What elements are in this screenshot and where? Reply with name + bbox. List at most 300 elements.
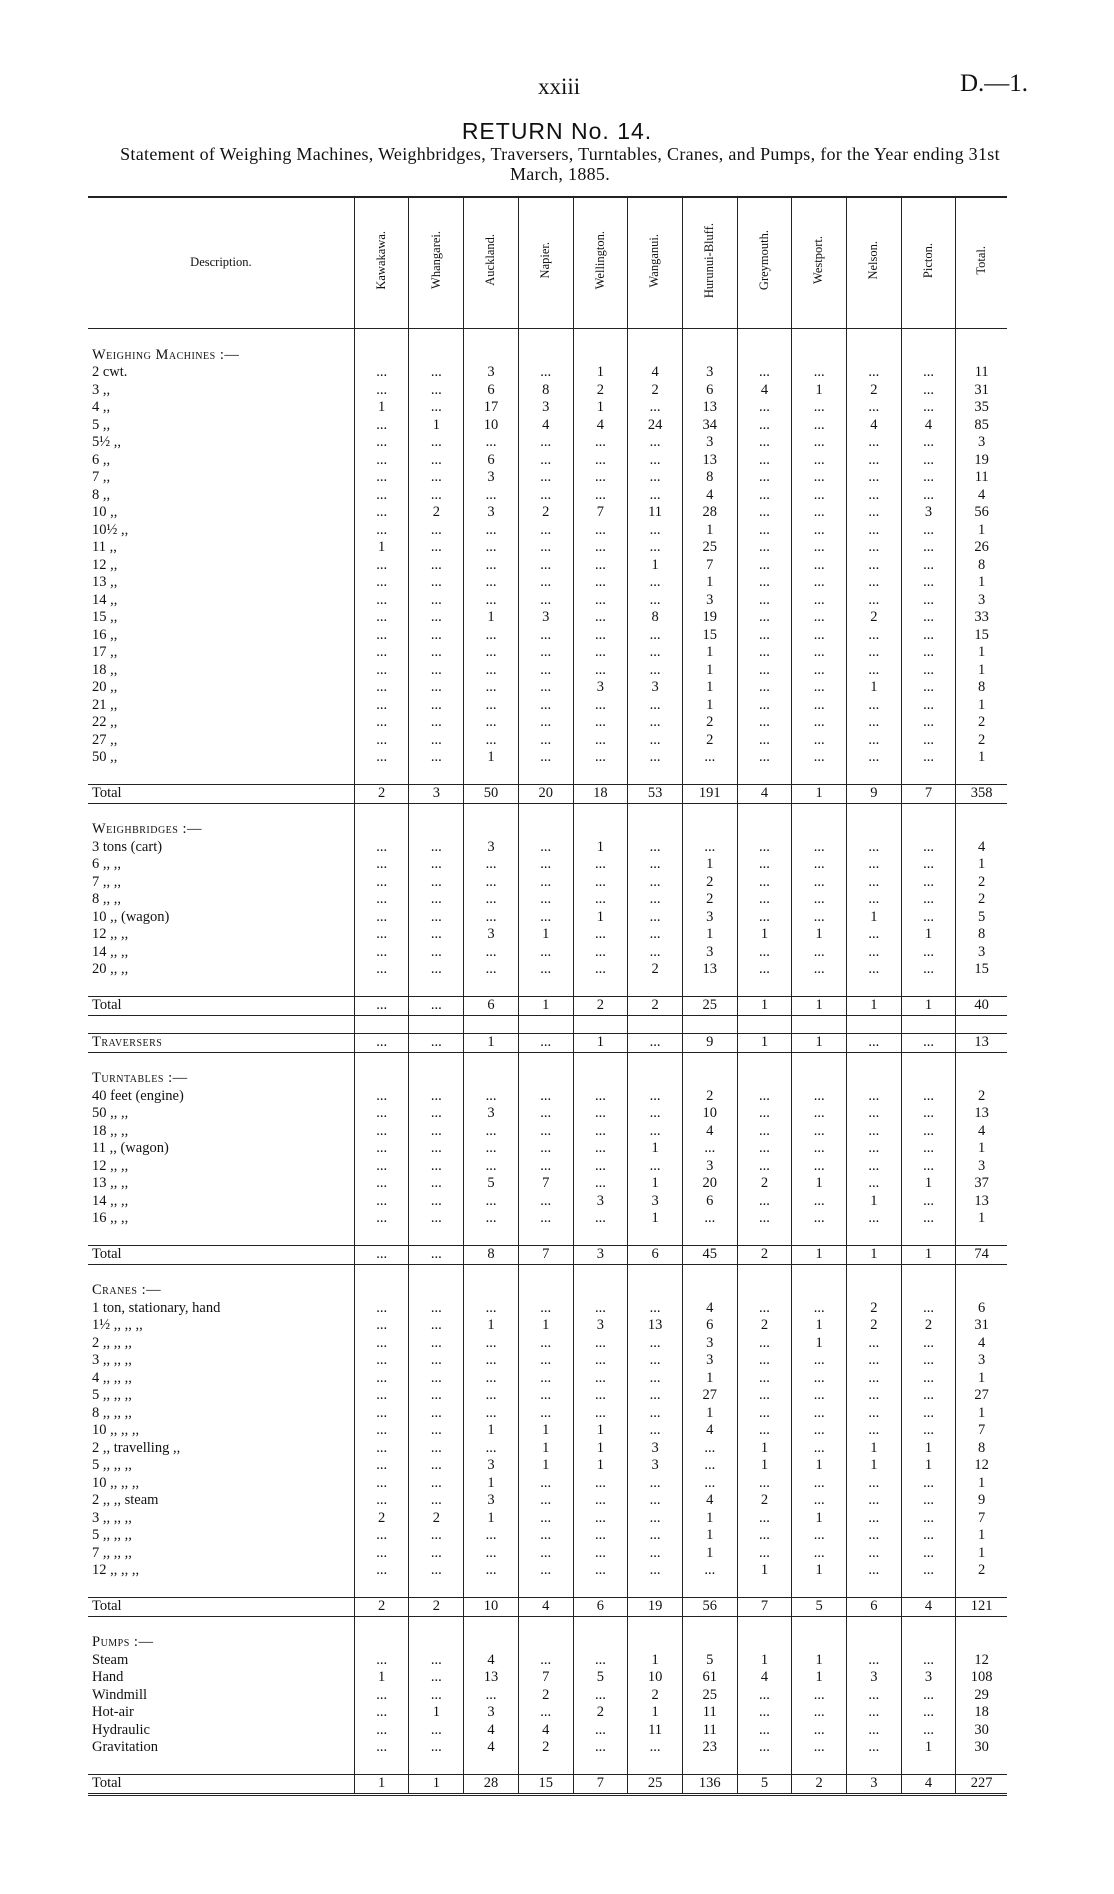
value-cell: ... bbox=[737, 749, 792, 767]
row-label bbox=[88, 1387, 354, 1405]
row-label-text: 8 ,, ,, ,, bbox=[92, 1404, 132, 1421]
value-cell: 35 bbox=[956, 399, 1007, 417]
row-label-text: 8 ,, bbox=[92, 486, 111, 503]
section-heading bbox=[88, 1034, 354, 1053]
table-row bbox=[88, 1704, 1007, 1722]
page-number: xxiii bbox=[538, 74, 581, 99]
value-cell: ... bbox=[792, 1140, 847, 1158]
row-label-text: 12 ,, ,, ,, bbox=[92, 1562, 140, 1578]
value-cell bbox=[354, 347, 409, 365]
value-cell: ... bbox=[846, 1722, 901, 1740]
station-header-label: Whangarei. bbox=[428, 231, 443, 290]
value-cell: ... bbox=[409, 1652, 464, 1670]
value-cell: ... bbox=[464, 697, 519, 715]
value-cell: ... bbox=[573, 1722, 628, 1740]
value-cell: ... bbox=[628, 909, 683, 927]
value-cell: ... bbox=[354, 1193, 409, 1211]
value-cell: ... bbox=[464, 1545, 519, 1563]
value-cell bbox=[737, 821, 792, 839]
value-cell: ... bbox=[846, 1739, 901, 1757]
value-cell: ... bbox=[573, 891, 628, 909]
value-cell: 1 bbox=[956, 856, 1007, 874]
value-cell: ... bbox=[792, 452, 847, 470]
value-cell: 15 bbox=[956, 627, 1007, 645]
value-cell: ... bbox=[901, 452, 956, 470]
value-cell bbox=[628, 821, 683, 839]
value-cell: ... bbox=[792, 1387, 847, 1405]
value-cell: 18 bbox=[956, 1704, 1007, 1722]
value-cell: 4 bbox=[846, 417, 901, 435]
value-cell: 6 bbox=[682, 382, 737, 400]
value-cell: 2 bbox=[956, 1088, 1007, 1106]
station-header bbox=[737, 197, 792, 329]
value-cell: ... bbox=[846, 732, 901, 750]
value-cell: 7 bbox=[518, 1175, 573, 1193]
value-cell: ... bbox=[409, 609, 464, 627]
value-cell: ... bbox=[573, 1652, 628, 1670]
value-cell: 1 bbox=[573, 1422, 628, 1440]
row-label-text: 17 ,, bbox=[92, 644, 118, 660]
value-cell: 34 bbox=[682, 417, 737, 435]
value-cell: 1 bbox=[682, 1510, 737, 1528]
table-row bbox=[88, 487, 1007, 505]
value-cell: ... bbox=[354, 1527, 409, 1545]
value-cell: ... bbox=[737, 1722, 792, 1740]
spacer-cell bbox=[409, 979, 464, 997]
spacer-cell bbox=[956, 1757, 1007, 1775]
value-cell: ... bbox=[737, 714, 792, 732]
value-cell: 1 bbox=[573, 1034, 628, 1053]
value-cell bbox=[901, 347, 956, 365]
row-label bbox=[88, 609, 354, 627]
spacer-cell bbox=[409, 803, 464, 821]
value-cell: ... bbox=[901, 1088, 956, 1106]
value-cell bbox=[901, 821, 956, 839]
value-cell: 1 bbox=[682, 644, 737, 662]
value-cell: ... bbox=[354, 1317, 409, 1335]
section-heading bbox=[88, 1070, 354, 1088]
value-cell: 56 bbox=[956, 504, 1007, 522]
value-cell: ... bbox=[464, 557, 519, 575]
spacer-cell bbox=[682, 767, 737, 785]
value-cell: ... bbox=[354, 1687, 409, 1705]
value-cell: ... bbox=[354, 1562, 409, 1580]
value-cell: ... bbox=[518, 891, 573, 909]
row-label-text: 5 ,, ,, ,, bbox=[92, 1527, 132, 1543]
value-cell: ... bbox=[737, 522, 792, 540]
value-cell: 2 bbox=[737, 1492, 792, 1510]
value-cell bbox=[464, 1634, 519, 1652]
row-label-text: 4 ,, bbox=[92, 399, 111, 415]
value-cell: ... bbox=[409, 1210, 464, 1228]
value-cell: ... bbox=[518, 1123, 573, 1141]
value-cell bbox=[956, 1282, 1007, 1300]
value-cell: 28 bbox=[682, 504, 737, 522]
value-cell: ... bbox=[792, 856, 847, 874]
page-subtitle: Statement of Weighing Machines, Weighbridges, Traversers, Turntables, Cranes, and Pumps, for the Year ending 31st March, 1885. bbox=[120, 144, 1000, 184]
spacer-row bbox=[88, 1015, 1007, 1034]
row-label bbox=[88, 399, 354, 417]
value-cell: ... bbox=[628, 1545, 683, 1563]
spacer-cell bbox=[409, 1015, 464, 1034]
value-cell: ... bbox=[792, 839, 847, 857]
value-cell: ... bbox=[518, 732, 573, 750]
value-cell: ... bbox=[901, 382, 956, 400]
spacer-cell bbox=[88, 767, 354, 785]
value-cell: ... bbox=[901, 714, 956, 732]
value-cell: ... bbox=[628, 926, 683, 944]
spacer-cell bbox=[737, 1228, 792, 1246]
value-cell: ... bbox=[628, 539, 683, 557]
row-label-text: 3 ,, bbox=[92, 381, 111, 398]
value-cell: 4 bbox=[737, 382, 792, 400]
value-cell: ... bbox=[354, 1722, 409, 1740]
value-cell: 3 bbox=[682, 1158, 737, 1176]
table-row bbox=[88, 557, 1007, 575]
row-label-text: 10 ,, (wagon) bbox=[92, 908, 170, 925]
spacer-cell bbox=[573, 1015, 628, 1034]
value-cell: 2 bbox=[956, 732, 1007, 750]
value-cell: 2 bbox=[956, 1562, 1007, 1580]
value-cell bbox=[956, 821, 1007, 839]
value-cell: ... bbox=[518, 574, 573, 592]
value-cell: ... bbox=[737, 1475, 792, 1493]
value-cell: ... bbox=[518, 539, 573, 557]
value-cell bbox=[846, 1070, 901, 1088]
value-cell: ... bbox=[354, 1210, 409, 1228]
value-cell: ... bbox=[518, 1088, 573, 1106]
value-cell: 10 bbox=[628, 1669, 683, 1687]
value-cell: 3 bbox=[464, 364, 519, 382]
value-cell: 1 bbox=[901, 926, 956, 944]
value-cell: ... bbox=[846, 504, 901, 522]
spacer-cell bbox=[518, 1264, 573, 1282]
row-label bbox=[88, 944, 354, 962]
value-cell: ... bbox=[846, 961, 901, 979]
value-cell: 3 bbox=[464, 1457, 519, 1475]
value-cell: ... bbox=[464, 909, 519, 927]
station-header bbox=[518, 197, 573, 329]
row-label bbox=[88, 364, 354, 382]
value-cell: 7 bbox=[956, 1422, 1007, 1440]
value-cell: 1 bbox=[901, 1457, 956, 1475]
value-cell: ... bbox=[901, 679, 956, 697]
value-cell: 45 bbox=[682, 1246, 737, 1265]
total-row bbox=[88, 1598, 1007, 1617]
row-label bbox=[88, 1492, 354, 1510]
value-cell: ... bbox=[464, 627, 519, 645]
value-cell: ... bbox=[628, 944, 683, 962]
value-cell: 1 bbox=[518, 1457, 573, 1475]
value-cell bbox=[409, 1070, 464, 1088]
spacer-row bbox=[88, 1616, 1007, 1634]
value-cell bbox=[464, 821, 519, 839]
value-cell: ... bbox=[737, 1422, 792, 1440]
value-cell: 2 bbox=[792, 1775, 847, 1795]
value-cell: 358 bbox=[956, 785, 1007, 804]
row-label bbox=[88, 697, 354, 715]
value-cell: 3 bbox=[682, 944, 737, 962]
value-cell: ... bbox=[573, 1562, 628, 1580]
value-cell: ... bbox=[792, 874, 847, 892]
value-cell: ... bbox=[409, 1370, 464, 1388]
value-cell: 1 bbox=[573, 399, 628, 417]
row-label bbox=[88, 732, 354, 750]
value-cell: ... bbox=[464, 679, 519, 697]
row-label-text: 14 ,, ,, bbox=[92, 1192, 129, 1209]
value-cell: ... bbox=[354, 1387, 409, 1405]
value-cell: 12 bbox=[956, 1457, 1007, 1475]
spacer-cell bbox=[464, 1580, 519, 1598]
value-cell: ... bbox=[792, 522, 847, 540]
total-label bbox=[88, 997, 354, 1016]
table-row bbox=[88, 1739, 1007, 1757]
value-cell: ... bbox=[409, 1545, 464, 1563]
table-row bbox=[88, 417, 1007, 435]
value-cell: 2 bbox=[682, 732, 737, 750]
value-cell: ... bbox=[409, 522, 464, 540]
value-cell: 4 bbox=[956, 1335, 1007, 1353]
value-cell: ... bbox=[354, 1175, 409, 1193]
total-row bbox=[88, 1246, 1007, 1265]
spacer-cell bbox=[737, 979, 792, 997]
value-cell: ... bbox=[573, 452, 628, 470]
value-cell: ... bbox=[901, 1562, 956, 1580]
value-cell: 11 bbox=[628, 1722, 683, 1740]
table-row bbox=[88, 1088, 1007, 1106]
value-cell: 1 bbox=[956, 644, 1007, 662]
spacer-cell bbox=[88, 1052, 354, 1070]
spacer-cell bbox=[682, 1580, 737, 1598]
value-cell: ... bbox=[846, 627, 901, 645]
station-header bbox=[792, 197, 847, 329]
spacer-cell bbox=[846, 1580, 901, 1598]
spacer-cell bbox=[846, 979, 901, 997]
value-cell bbox=[737, 1634, 792, 1652]
value-cell: 3 bbox=[518, 609, 573, 627]
value-cell: 8 bbox=[464, 1246, 519, 1265]
value-cell: ... bbox=[628, 1387, 683, 1405]
spacer-cell bbox=[409, 1757, 464, 1775]
value-cell: 2 bbox=[682, 874, 737, 892]
value-cell: ... bbox=[409, 1492, 464, 1510]
spacer-cell bbox=[573, 329, 628, 347]
value-cell: ... bbox=[792, 592, 847, 610]
value-cell: ... bbox=[354, 1440, 409, 1458]
value-cell: ... bbox=[792, 1687, 847, 1705]
value-cell: ... bbox=[354, 1246, 409, 1265]
value-cell: ... bbox=[354, 1370, 409, 1388]
value-cell: ... bbox=[901, 1687, 956, 1705]
spacer-cell bbox=[901, 1580, 956, 1598]
value-cell: 1 bbox=[682, 1405, 737, 1423]
value-cell: ... bbox=[409, 697, 464, 715]
value-cell: 18 bbox=[573, 785, 628, 804]
value-cell: ... bbox=[573, 1545, 628, 1563]
row-label bbox=[88, 874, 354, 892]
value-cell: 2 bbox=[573, 382, 628, 400]
value-cell: ... bbox=[464, 1370, 519, 1388]
value-cell: ... bbox=[464, 1088, 519, 1106]
value-cell: ... bbox=[573, 1475, 628, 1493]
value-cell: ... bbox=[409, 1669, 464, 1687]
value-cell: 3 bbox=[682, 909, 737, 927]
value-cell: ... bbox=[409, 1335, 464, 1353]
value-cell: 10 bbox=[464, 1598, 519, 1617]
value-cell: ... bbox=[464, 961, 519, 979]
value-cell: 1 bbox=[792, 382, 847, 400]
row-label bbox=[88, 452, 354, 470]
table-row bbox=[88, 452, 1007, 470]
section-heading-text: Turntables :— bbox=[92, 1070, 188, 1086]
value-cell: ... bbox=[846, 1652, 901, 1670]
value-cell: 23 bbox=[682, 1739, 737, 1757]
spacer-cell bbox=[846, 767, 901, 785]
value-cell: ... bbox=[846, 1210, 901, 1228]
value-cell: ... bbox=[737, 557, 792, 575]
value-cell: 25 bbox=[682, 1687, 737, 1705]
value-cell: ... bbox=[464, 874, 519, 892]
value-cell: 2 bbox=[628, 997, 683, 1016]
total-label bbox=[88, 1775, 354, 1795]
value-cell: 7 bbox=[518, 1246, 573, 1265]
value-cell: ... bbox=[409, 891, 464, 909]
value-cell: 26 bbox=[956, 539, 1007, 557]
station-header bbox=[956, 197, 1007, 329]
value-cell: ... bbox=[901, 1387, 956, 1405]
value-cell: 85 bbox=[956, 417, 1007, 435]
value-cell: ... bbox=[737, 364, 792, 382]
row-label-text: Windmill bbox=[92, 1686, 147, 1703]
value-cell: ... bbox=[737, 662, 792, 680]
row-label bbox=[88, 592, 354, 610]
value-cell: ... bbox=[409, 1158, 464, 1176]
value-cell: 2 bbox=[682, 891, 737, 909]
value-cell: 1 bbox=[573, 839, 628, 857]
value-cell: 1 bbox=[792, 1510, 847, 1528]
spacer-cell bbox=[901, 1015, 956, 1034]
row-label-text: 2 ,, travelling ,, bbox=[92, 1439, 181, 1456]
row-label-text: 12 ,, ,, bbox=[92, 926, 129, 942]
row-label-text: 50 ,, ,, bbox=[92, 1105, 129, 1121]
value-cell: ... bbox=[518, 714, 573, 732]
value-cell: 1 bbox=[518, 997, 573, 1016]
spacer-cell bbox=[846, 1264, 901, 1282]
spacer-cell bbox=[682, 1264, 737, 1282]
value-cell bbox=[682, 821, 737, 839]
value-cell: 25 bbox=[682, 539, 737, 557]
table-row bbox=[88, 1158, 1007, 1176]
row-label bbox=[88, 926, 354, 944]
value-cell: ... bbox=[409, 909, 464, 927]
value-cell: 2 bbox=[956, 714, 1007, 732]
spacer-cell bbox=[956, 1052, 1007, 1070]
value-cell bbox=[901, 1634, 956, 1652]
row-label-text: 11 ,, bbox=[92, 539, 117, 555]
value-cell: ... bbox=[409, 382, 464, 400]
row-label-text: 7 ,, ,, ,, bbox=[92, 1544, 132, 1561]
value-cell: ... bbox=[518, 364, 573, 382]
value-cell: 1 bbox=[682, 1370, 737, 1388]
value-cell bbox=[464, 1282, 519, 1300]
station-header-label: Hurunui-Bluff. bbox=[702, 222, 717, 298]
value-cell bbox=[518, 1634, 573, 1652]
value-cell: 4 bbox=[956, 487, 1007, 505]
value-cell: ... bbox=[354, 1158, 409, 1176]
value-cell: ... bbox=[573, 609, 628, 627]
value-cell: 8 bbox=[628, 609, 683, 627]
value-cell: ... bbox=[792, 469, 847, 487]
value-cell: ... bbox=[792, 1352, 847, 1370]
value-cell: 1 bbox=[464, 1317, 519, 1335]
value-cell: ... bbox=[354, 592, 409, 610]
value-cell: ... bbox=[792, 1422, 847, 1440]
value-cell: ... bbox=[354, 1352, 409, 1370]
value-cell: ... bbox=[354, 1475, 409, 1493]
value-cell bbox=[354, 1282, 409, 1300]
value-cell bbox=[737, 1282, 792, 1300]
value-cell: ... bbox=[901, 609, 956, 627]
value-cell: 1 bbox=[573, 1440, 628, 1458]
value-cell: 1 bbox=[409, 417, 464, 435]
value-cell: 19 bbox=[628, 1598, 683, 1617]
table-row bbox=[88, 609, 1007, 627]
value-cell: 1 bbox=[464, 749, 519, 767]
value-cell: 1 bbox=[846, 679, 901, 697]
value-cell: 8 bbox=[518, 382, 573, 400]
value-cell: ... bbox=[573, 1105, 628, 1123]
row-label bbox=[88, 1300, 354, 1318]
value-cell: ... bbox=[846, 697, 901, 715]
value-cell: 3 bbox=[464, 469, 519, 487]
value-cell: ... bbox=[518, 749, 573, 767]
value-cell: 2 bbox=[409, 1510, 464, 1528]
value-cell: 1 bbox=[792, 1562, 847, 1580]
row-label bbox=[88, 1562, 354, 1580]
value-cell: 1 bbox=[464, 609, 519, 627]
value-cell: ... bbox=[464, 732, 519, 750]
value-cell: ... bbox=[628, 469, 683, 487]
value-cell: ... bbox=[464, 434, 519, 452]
value-cell: ... bbox=[792, 891, 847, 909]
value-cell: ... bbox=[901, 399, 956, 417]
table-row bbox=[88, 1687, 1007, 1705]
value-cell: 1 bbox=[682, 679, 737, 697]
value-cell: 3 bbox=[956, 944, 1007, 962]
table-row bbox=[88, 697, 1007, 715]
spacer-cell bbox=[88, 1015, 354, 1034]
value-cell: ... bbox=[628, 1492, 683, 1510]
spacer-cell bbox=[464, 1228, 519, 1246]
value-cell: 1 bbox=[901, 1739, 956, 1757]
table-row bbox=[88, 1193, 1007, 1211]
spacer-cell bbox=[518, 1228, 573, 1246]
value-cell bbox=[956, 1634, 1007, 1652]
spacer-cell bbox=[901, 1757, 956, 1775]
spacer-cell bbox=[956, 767, 1007, 785]
row-label-text: 1½ ,, ,, ,, bbox=[92, 1317, 143, 1333]
spacer-cell bbox=[464, 329, 519, 347]
value-cell: ... bbox=[737, 627, 792, 645]
value-cell: ... bbox=[846, 1405, 901, 1423]
value-cell bbox=[682, 1070, 737, 1088]
value-cell: ... bbox=[518, 1158, 573, 1176]
value-cell: ... bbox=[846, 856, 901, 874]
value-cell: ... bbox=[792, 1088, 847, 1106]
value-cell: ... bbox=[628, 714, 683, 732]
value-cell: ... bbox=[846, 1475, 901, 1493]
return-table bbox=[88, 196, 1007, 1796]
